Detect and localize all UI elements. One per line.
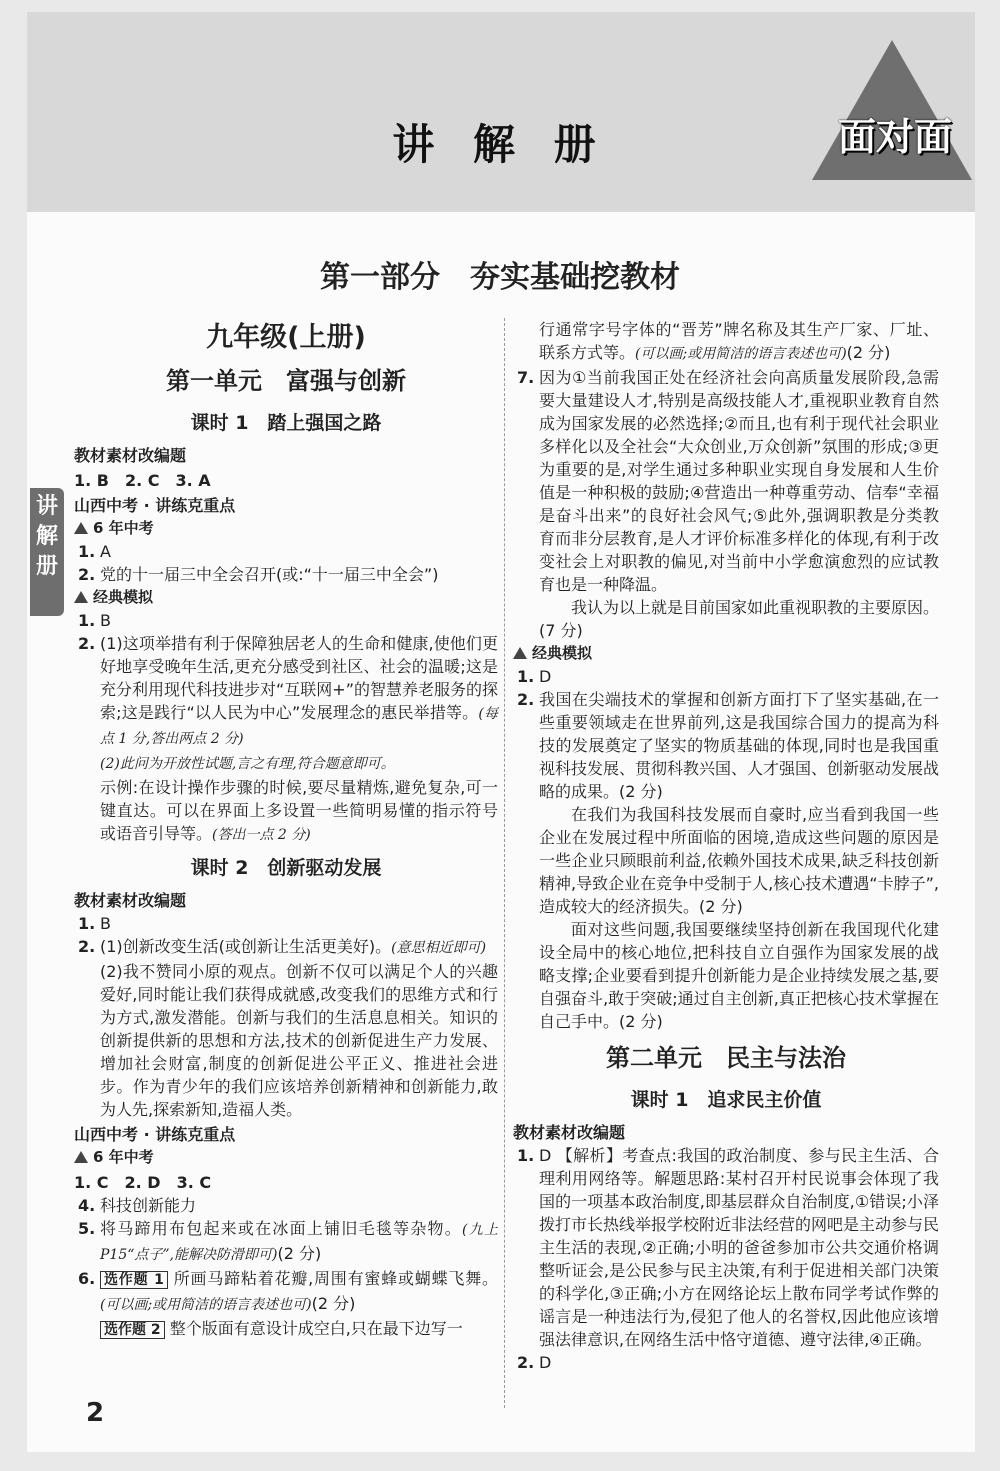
lesson-heading: 课时 1 踏上强国之路	[190, 412, 382, 434]
section-heading: 山西中考 · 讲练克重点	[74, 1125, 236, 1144]
side-tab-char: 册	[35, 554, 58, 579]
answer-item: 2. 党的十一届三中全会召开(或:“十一届三中全会”)	[78, 565, 439, 584]
unit-heading: 第一单元 富强与创新	[166, 367, 406, 395]
option-tag: 选作题 1	[100, 1271, 168, 1289]
section-heading: 教材素材改编题	[513, 1123, 626, 1142]
answer-item: 2. 我国在尖端技术的掌握和创新方面打下了坚实基础,在一些重要领域走在世界前列,这是我国综合国力的提高为科技的发展奠定了坚实的物质基础的体现,同时也是我国重视科技发展、贯彻科教兴国、人才强国、创新驱动发展战略的成果。(2 分)	[517, 690, 940, 801]
triangle-icon	[74, 1151, 88, 1163]
side-tab-char: 解	[35, 524, 58, 549]
triangle-icon	[74, 591, 88, 603]
page-number: 2	[86, 1398, 105, 1428]
side-tab	[30, 488, 64, 616]
section-heading: 山西中考 · 讲练克重点	[74, 496, 236, 515]
column-divider	[504, 318, 505, 1408]
answer-line: 1. B 2. C 3. A	[74, 471, 211, 490]
grade-heading: 九年级(上册)	[206, 322, 366, 353]
answer-item: 1. B	[78, 914, 111, 933]
logo-text: 面对面	[837, 115, 952, 159]
unit-heading: 第二单元 民主与法治	[606, 1044, 846, 1072]
subsection-heading: 6 年中考	[74, 517, 498, 540]
page-title: 讲 解 册	[392, 120, 608, 169]
subsection-heading: 经典模拟	[74, 586, 498, 609]
triangle-icon	[513, 647, 527, 659]
answer-paragraph: 在我们为我国科技发展而自豪时,应当看到我国一些企业在发展过程中所面临的困境,造成这些问题的原因是一些企业只顾眼前利益,依赖外国技术成果,缺乏科技创新精神,导致企业在竞争中受制于人,核心技术遭遇“卡脖子”,造成较大的经济损失。(2 分)	[539, 805, 939, 916]
answer-paragraph: 面对这些问题,我国要继续坚持创新在我国现代化建设全局中的核心地位,把科技自立自强作为国家发展的战略支撑;企业要看到提升创新能力是企业持续发展之基,要自强奋斗,敢于突破;通过自主创新,真正把核心技术掌握在自己手中。(2 分)	[539, 920, 939, 1031]
answer-item: 2. (1)创新改变生活(或创新让生活更美好)。(意思相近即可) (2)我不赞同小原的观点。创新不仅可以满足个人的兴趣爱好,同时能让我们获得成就感,改变我们的思维方式和行为方式,激发潜能。创新与我们的生活息息相关。知识的创新提供新的思想和方法,技术的创新促进生产力发展、增加社会财富,制度的创新促进公平正义、推进社会进步。作为青少年的我们应该培养创新精神和创新能力,敢为人先,探索新知,造福人类。	[78, 937, 498, 1119]
section-heading: 教材素材改编题	[74, 891, 187, 910]
answer-paragraph: 我认为以上就是目前国家如此重视职教的主要原因。(7 分)	[539, 598, 940, 640]
answer-item: 1. A	[78, 542, 111, 561]
section-heading: 教材素材改编题	[74, 446, 187, 465]
answer-item: 2. D	[517, 1353, 552, 1372]
answer-item: 6. 选作题 1 所画马蹄粘着花瓣,周围有蜜蜂或蝴蝶飞舞。(可以画;或用简洁的语言表述也可)(2 分) 选作题 2 整个版面有意设计成空白,只在最下边写一	[78, 1269, 498, 1338]
lesson-heading: 课时 1 追求民主价值	[630, 1089, 822, 1111]
answer-item: 4. 科技创新能力	[78, 1196, 197, 1215]
subsection-heading: 经典模拟	[513, 642, 939, 665]
answer-item: 2. (1)这项举措有利于保障独居老人的生命和健康,使他们更好地享受晚年生活,更充分感受到社区、社会的温暖;这是充分利用现代科技进步对“互联网+”的智慧养老服务的探索;这是践行“以人民为中心”发展理念的惠民举措等。(每点 1 分,答出两点 2 分) (2)此问为开放性试题,言之有理,符合题意即可。 示例:在设计操作步骤的时候,要尽量精炼,避免复杂,可一键直达。可以在界面上多设置一些简明易懂的指示符号或语音引导等。(答出一点 2 分)	[78, 634, 498, 843]
right-column	[513, 318, 939, 1374]
lesson-heading: 课时 2 创新驱动发展	[190, 857, 382, 879]
answer-continuation: 行通常字号字体的“晋芳”牌名称及其生产厂家、厂址、联系方式等。(可以画;或用简洁的语言表述也可)(2 分)	[539, 320, 939, 362]
answer-item: 1. B	[78, 611, 111, 630]
answer-item: 1. D	[517, 667, 552, 686]
brand-logo	[812, 40, 972, 180]
answer-item: 1. D 【解析】考查点:我国的政治制度、参与民主生活、合理利用网络等。解题思路:某村召开村民说事会体现了我国的一项基本政治制度,即基层群众自治制度,①错误;小泽拨打市长热线举报学校附近非法经营的网吧是主动参与民主生活的表现,②正确;小明的爸爸参加市公共交通价格调整听证会,是公民参与民主决策,有利于促进相关部门决策的科学化,③正确;小方在网络论坛上散布同学考试作弊的谣言是一种违法行为,侵犯了他人的名誉权,因此他应该增强法律意识,在网络生活中恪守道德、遵守法律,④正确。	[517, 1146, 940, 1349]
left-column	[74, 318, 498, 1342]
answer-line: 1. C 2. D 3. C	[74, 1173, 212, 1192]
answer-item: 5. 将马蹄用布包起来或在冰面上铺旧毛毯等杂物。(九上 P15“点子”,能解决防滑即可)(2 分)	[78, 1219, 498, 1263]
subsection-heading: 6 年中考	[74, 1146, 498, 1169]
answer-item: 7. 因为①当前我国正处在经济社会向高质量发展阶段,急需要大量建设人才,特别是高级技能人才,重视职业教育自然成为国家发展的必然选择;②而且,也有利于现代社会职业多样化以及全社会“大众创业,万众创新”氛围的形成;③更为重要的是,对学生通过多种职业实现自身发展和人生价值是一种积极的鼓励;④营造出一种尊重劳动、信奉“幸福是奋斗出来”的良好社会风气;⑤此外,强调职教是分类教育而非分层教育,是人才评价标准多样化的体现,有利于改变社会上对职教的偏见,对当前中小学愈演愈烈的应试教育也是一种降温。	[517, 368, 939, 594]
part-title: 第一部分 夯实基础挖教材	[320, 260, 680, 295]
side-tab-char: 讲	[35, 494, 58, 519]
option-tag: 选作题 2	[100, 1321, 165, 1339]
triangle-icon	[74, 522, 88, 534]
